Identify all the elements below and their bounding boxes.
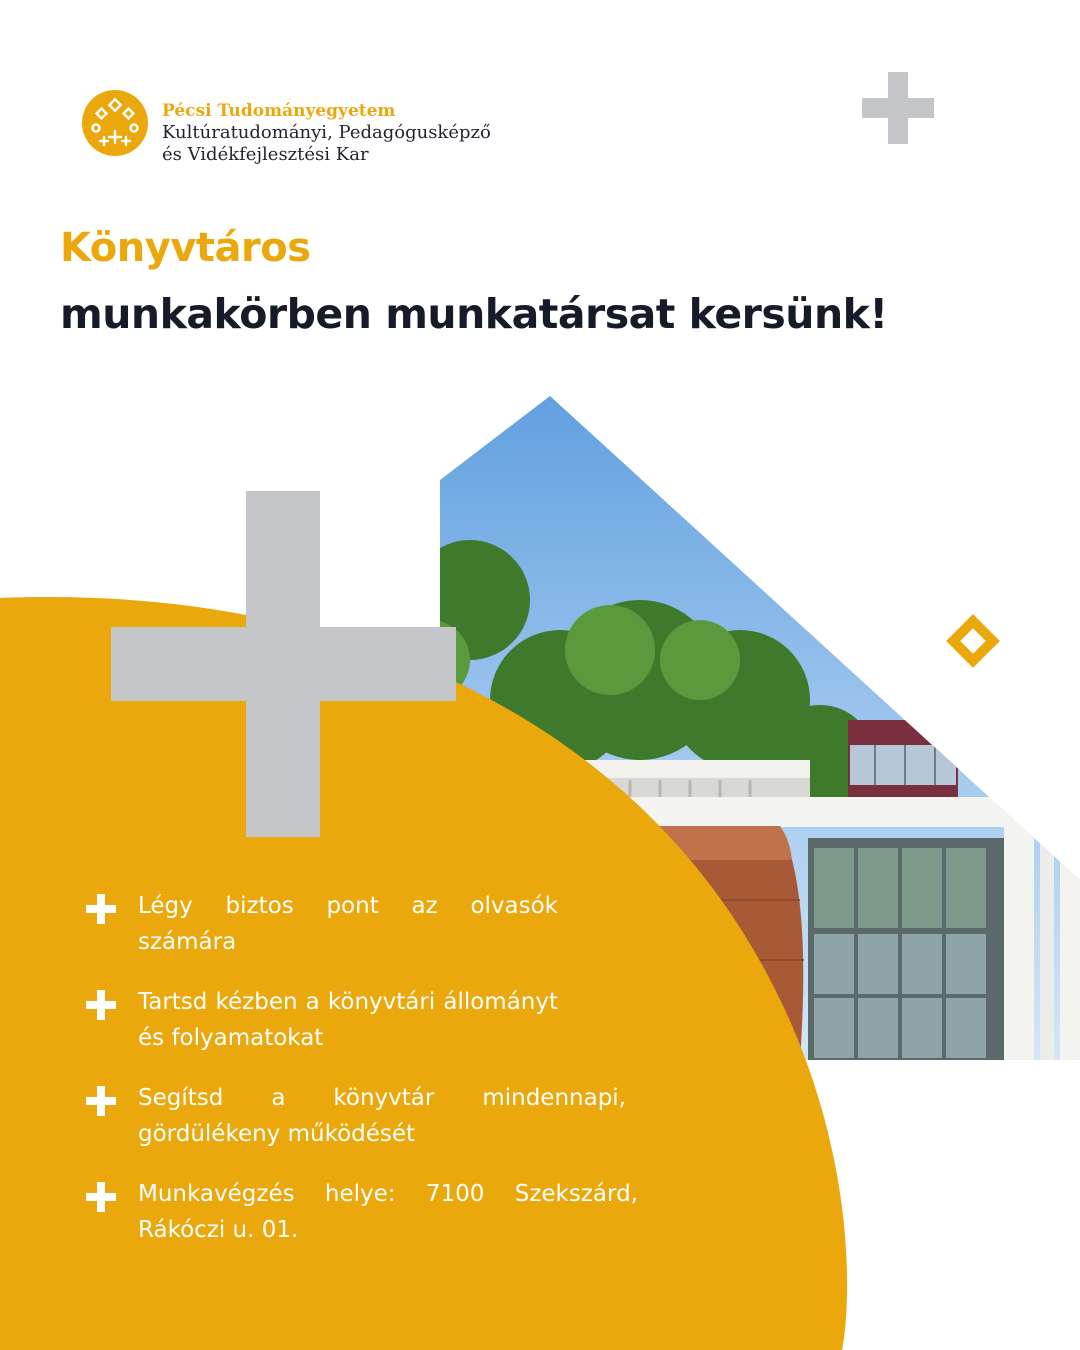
plus-icon xyxy=(86,990,116,1020)
list-item xyxy=(86,1176,646,1248)
bullet-text: Munkavégzés helye: 7100 Szekszárd, Rákóczi u. 01. xyxy=(138,1181,638,1243)
list-item xyxy=(86,1080,646,1152)
plus-icon xyxy=(862,72,934,144)
headline xyxy=(60,222,888,342)
headline-text: munkakörben munkatársat kersünk! xyxy=(60,290,888,338)
plus-icon xyxy=(86,1086,116,1116)
bullet-text: Légy biztos pont az olvasók számára xyxy=(138,893,558,955)
plus-icon xyxy=(86,1182,116,1212)
university-logo xyxy=(82,90,491,166)
faculty-name-line2: és Vidékfejlesztési Kar xyxy=(162,144,369,165)
plus-icon xyxy=(86,894,116,924)
faculty-name-line1: Kultúratudományi, Pedagógusképző xyxy=(162,122,491,143)
bullet-text: Segítsd a könyvtár mindennapi, gördülékeny működését xyxy=(138,1085,626,1147)
diamond-outline-icon xyxy=(944,612,1002,670)
university-name: Pécsi Tudományegyetem xyxy=(162,101,396,121)
bullet-text: Tartsd kézben a könyvtári állományt és folyamatokat xyxy=(138,989,558,1051)
headline-keyword: Könyvtáros xyxy=(60,225,311,271)
bullet-list xyxy=(86,888,646,1272)
list-item xyxy=(86,984,646,1056)
list-item xyxy=(86,888,646,960)
university-logo-icon xyxy=(82,90,148,156)
